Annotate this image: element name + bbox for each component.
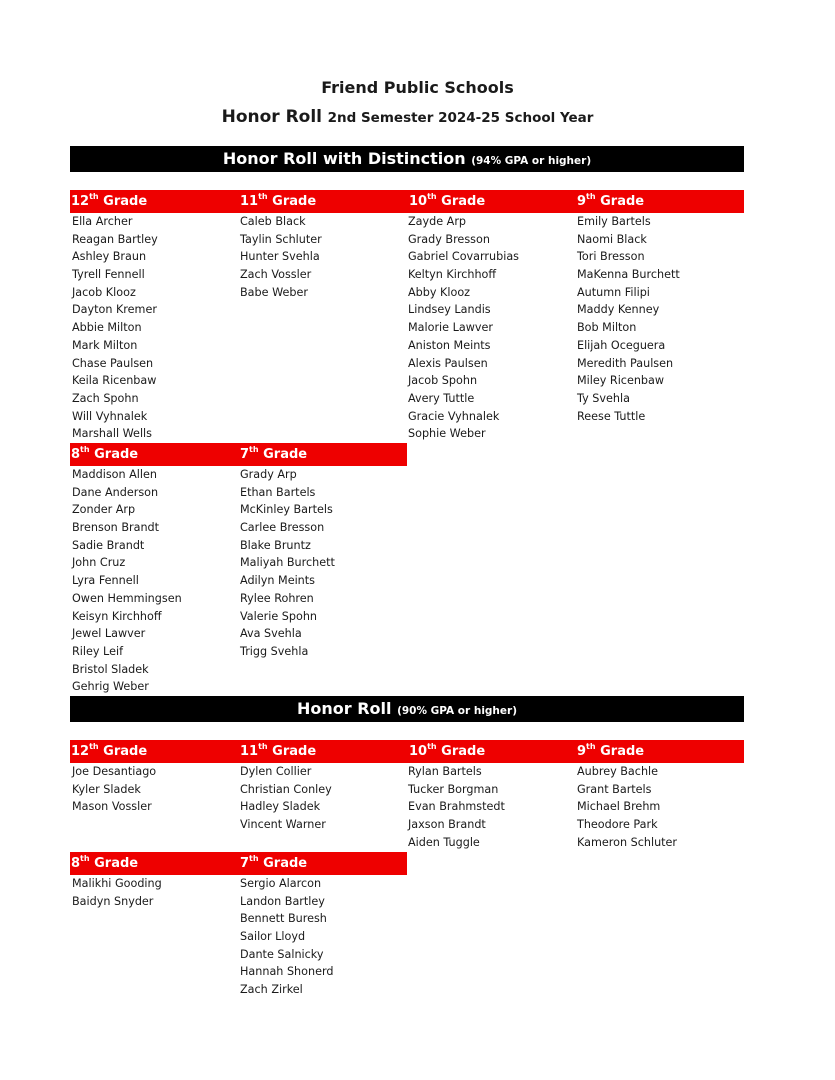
student-name: Carlee Bresson <box>240 521 325 535</box>
student-name: Keisyn Kirchhoff <box>72 609 162 623</box>
grade-ordinal: th <box>427 741 437 751</box>
student-name: Ava Svehla <box>240 627 302 641</box>
grade-heading <box>240 740 316 763</box>
grade-heading <box>240 852 307 875</box>
student-name: Miley Ricenbaw <box>577 374 665 388</box>
student-name: Avery Tuttle <box>408 391 475 405</box>
grade-heading <box>409 190 485 213</box>
grade-word: Grade <box>263 447 308 462</box>
section-header <box>70 146 744 172</box>
student-name: Sadie Brandt <box>72 538 145 552</box>
grade-ordinal: th <box>427 191 437 201</box>
grade-heading <box>240 190 316 213</box>
student-name: Dane Anderson <box>72 485 159 499</box>
grade-word: Grade <box>441 744 486 759</box>
grade-heading <box>240 443 307 466</box>
grade-number: 10 <box>409 194 428 209</box>
grade-number: 12 <box>71 194 90 209</box>
student-name: Mark Milton <box>72 338 138 352</box>
student-list <box>72 875 162 910</box>
grade-word: Grade <box>600 744 645 759</box>
student-name: Jewel Lawver <box>72 627 146 641</box>
grade-ordinal: th <box>258 741 268 751</box>
student-name: Maddison Allen <box>72 468 157 481</box>
student-name: Rylee Rohren <box>240 591 314 605</box>
student-name: Dante Salnicky <box>240 947 324 961</box>
grade-heading <box>71 190 147 213</box>
grade-ordinal: th <box>249 853 259 863</box>
student-name: Dylen Collier <box>240 765 312 778</box>
student-name: Will Vyhnalek <box>72 409 148 423</box>
grade-number: 8 <box>71 447 81 462</box>
student-list <box>408 763 505 851</box>
student-name: Adilyn Meints <box>240 574 315 588</box>
student-name: Rylan Bartels <box>408 765 482 778</box>
grade-word: Grade <box>94 447 139 462</box>
student-name: McKinley Bartels <box>240 503 333 517</box>
student-name: Ella Archer <box>72 215 133 228</box>
student-name: Grady Arp <box>240 468 297 481</box>
student-name: Malorie Lawver <box>408 321 493 335</box>
student-name: Lyra Fennell <box>72 574 139 588</box>
student-name: Emily Bartels <box>577 215 651 228</box>
grade-word: Grade <box>272 744 317 759</box>
student-name: Grant Bartels <box>577 782 652 796</box>
student-name: Hadley Sladek <box>240 800 321 814</box>
grade-word: Grade <box>103 744 148 759</box>
student-name: Lindsey Landis <box>408 303 491 317</box>
grade-heading <box>71 443 138 466</box>
school-name: Friend Public Schools <box>321 78 514 97</box>
student-name: Keltyn Kirchhoff <box>408 268 497 282</box>
student-name: Chase Paulsen <box>72 356 154 370</box>
student-name: Aiden Tuggle <box>408 835 480 849</box>
section-subtitle: (94% GPA or higher) <box>471 155 592 167</box>
student-name: Jacob Spohn <box>408 374 478 388</box>
student-name: Abby Klooz <box>408 285 471 299</box>
student-name: Zach Vossler <box>240 268 312 282</box>
student-name: Keila Ricenbaw <box>72 374 157 388</box>
student-name: Elijah Oceguera <box>577 338 666 352</box>
student-name: Ethan Bartels <box>240 485 316 499</box>
student-name: Malikhi Gooding <box>72 877 162 890</box>
grade-word: Grade <box>441 194 486 209</box>
student-name: Tucker Borgman <box>408 782 499 796</box>
grade-number: 7 <box>240 856 250 871</box>
student-name: Reagan Bartley <box>72 232 158 246</box>
student-name: Kameron Schluter <box>577 835 678 849</box>
grade-heading <box>71 852 138 875</box>
section-title: Honor Roll with Distinction <box>222 149 466 168</box>
student-list <box>240 763 332 834</box>
student-name: Bennett Buresh <box>240 912 327 926</box>
grade-number: 9 <box>577 744 587 759</box>
student-name: Vincent Warner <box>240 818 326 832</box>
student-name: Tyrell Fennell <box>72 268 145 282</box>
document-title <box>0 106 815 129</box>
grade-number: 11 <box>240 194 259 209</box>
grade-ordinal: th <box>586 191 596 201</box>
grade-word: Grade <box>94 856 139 871</box>
student-name: Zach Spohn <box>72 391 139 405</box>
grade-ordinal: th <box>89 741 99 751</box>
student-name: Gabriel Covarrubias <box>408 250 520 264</box>
honor-roll-title: Honor Roll <box>221 107 323 127</box>
student-list <box>240 875 333 999</box>
student-name: Kyler Sladek <box>72 782 141 796</box>
student-name: Joe Desantiago <box>72 765 157 778</box>
student-name: Michael Brehm <box>577 800 661 814</box>
student-name: Riley Leif <box>72 644 124 658</box>
student-name: Sophie Weber <box>408 427 486 441</box>
student-name: Babe Weber <box>240 285 308 299</box>
student-name: Landon Bartley <box>240 894 325 908</box>
grade-heading <box>71 740 147 763</box>
grade-number: 10 <box>409 744 428 759</box>
grade-number: 11 <box>240 744 259 759</box>
section-subtitle: (90% GPA or higher) <box>397 705 518 717</box>
grade-heading <box>577 190 644 213</box>
grade-number: 9 <box>577 194 587 209</box>
student-name: Gehrig Weber <box>72 680 149 694</box>
student-name: Bristol Sladek <box>72 662 149 676</box>
student-name: Ashley Braun <box>72 250 147 264</box>
section-header <box>70 696 744 722</box>
grade-ordinal: th <box>586 741 596 751</box>
student-list <box>240 466 335 661</box>
grade-ordinal: th <box>89 191 99 201</box>
student-name: Aubrey Bachle <box>577 765 659 778</box>
semester-text: 2nd Semester 2024-25 School Year <box>327 110 594 126</box>
student-name: Mason Vossler <box>72 800 152 814</box>
student-name: Brenson Brandt <box>72 521 160 535</box>
grade-ordinal: th <box>80 444 90 454</box>
student-name: Naomi Black <box>577 232 647 246</box>
student-name: Abbie Milton <box>72 321 142 335</box>
grade-heading <box>409 740 485 763</box>
student-name: Theodore Park <box>577 818 658 832</box>
grade-word: Grade <box>272 194 317 209</box>
student-name: Grady Bresson <box>408 232 490 246</box>
student-name: Autumn Filipi <box>577 285 650 299</box>
student-name: Trigg Svehla <box>240 644 309 658</box>
grade-heading <box>577 740 644 763</box>
student-name: Blake Bruntz <box>240 538 311 552</box>
student-name: Tori Bresson <box>577 250 645 264</box>
student-name: Dayton Kremer <box>72 303 157 317</box>
grade-word: Grade <box>103 194 148 209</box>
grade-ordinal: th <box>258 191 268 201</box>
student-name: Bob Milton <box>577 321 637 335</box>
student-list <box>72 466 182 696</box>
student-name: Gracie Vyhnalek <box>408 409 500 423</box>
student-name: Owen Hemmingsen <box>72 591 182 605</box>
student-name: Zach Zirkel <box>240 983 303 997</box>
student-name: Marshall Wells <box>72 427 152 441</box>
student-name: Christian Conley <box>240 782 332 796</box>
grade-word: Grade <box>263 856 308 871</box>
student-name: Ty Svehla <box>577 391 630 405</box>
student-name: Maddy Kenney <box>577 303 660 317</box>
student-name: Reese Tuttle <box>577 409 646 423</box>
grade-number: 7 <box>240 447 250 462</box>
student-name: Evan Brahmstedt <box>408 800 505 814</box>
student-name: John Cruz <box>72 556 126 570</box>
student-name: Alexis Paulsen <box>408 356 488 370</box>
grade-ordinal: th <box>249 444 259 454</box>
student-name: Aniston Meints <box>408 338 491 352</box>
student-list <box>72 213 158 443</box>
student-name: Jaxson Brandt <box>408 818 486 832</box>
section-title: Honor Roll <box>296 699 392 718</box>
grade-ordinal: th <box>80 853 90 863</box>
student-list <box>577 213 680 425</box>
student-list <box>240 213 322 301</box>
student-name: Meredith Paulsen <box>577 356 674 370</box>
grade-number: 8 <box>71 856 81 871</box>
student-name: Hannah Shonerd <box>240 965 334 979</box>
student-list <box>408 213 519 443</box>
student-name: Baidyn Snyder <box>72 894 154 908</box>
grade-word: Grade <box>600 194 645 209</box>
student-name: MaKenna Burchett <box>577 268 680 282</box>
student-name: Maliyah Burchett <box>240 556 335 570</box>
student-name: Zayde Arp <box>408 215 467 228</box>
student-name: Sailor Lloyd <box>240 930 306 944</box>
student-list <box>72 763 156 816</box>
student-name: Caleb Black <box>240 215 306 228</box>
student-name: Taylin Schluter <box>240 232 322 246</box>
student-name: Valerie Spohn <box>240 609 318 623</box>
student-name: Zonder Arp <box>72 503 136 517</box>
student-name: Hunter Svehla <box>240 250 320 264</box>
student-name: Sergio Alarcon <box>240 877 322 890</box>
student-name: Jacob Klooz <box>72 285 136 299</box>
student-list <box>577 763 677 851</box>
grade-number: 12 <box>71 744 90 759</box>
